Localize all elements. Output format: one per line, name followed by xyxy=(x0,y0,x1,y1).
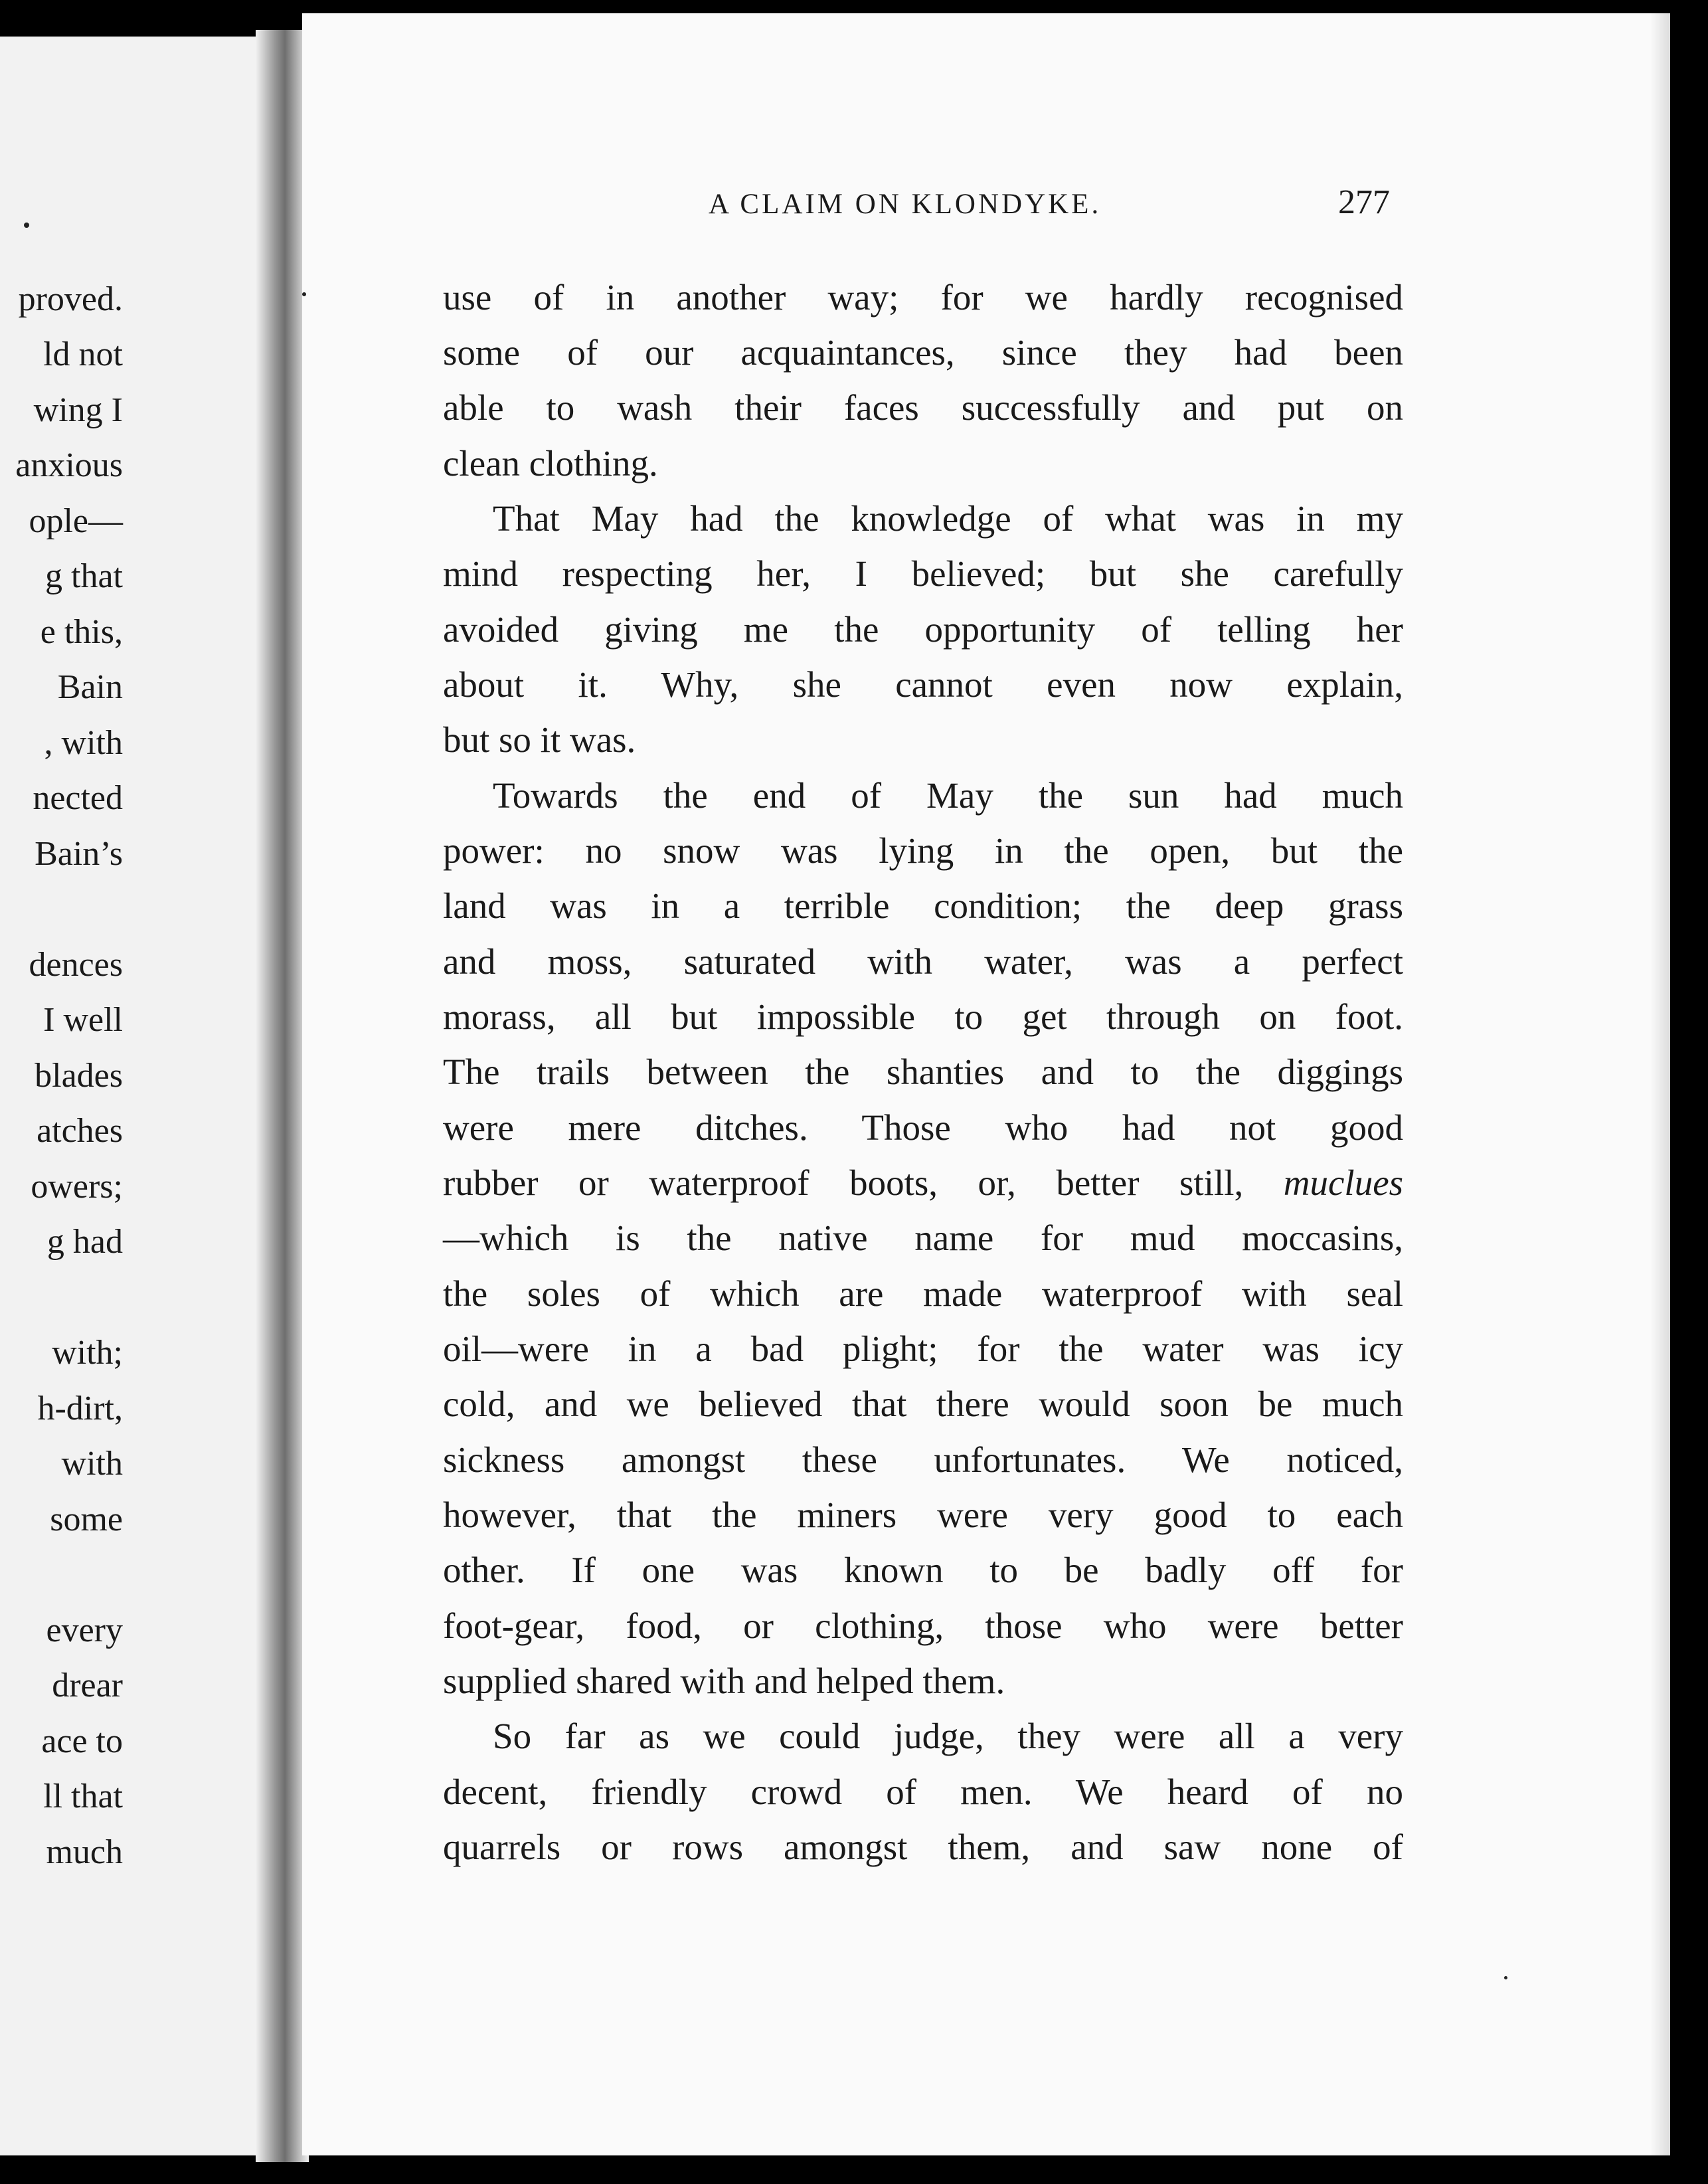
left-page-line: with xyxy=(61,1445,123,1483)
text-line: and moss, saturated with water, was a perfect xyxy=(443,941,1403,982)
text-line: other. If one was known to be badly off for xyxy=(443,1550,1403,1590)
text-line: sickness amongst these unfortunates. We noticed, xyxy=(443,1439,1403,1480)
left-page-line: blades xyxy=(35,1057,123,1095)
text-line: supplied shared with and helped them. xyxy=(443,1661,1005,1701)
page-edge-shadow xyxy=(1650,13,1670,2155)
left-page-line: with; xyxy=(52,1334,123,1372)
left-page-line: ace to xyxy=(41,1722,123,1760)
left-page-line: anxious xyxy=(15,446,123,484)
text-line: cold, and we believed that there would soon be much xyxy=(443,1384,1403,1424)
text-line xyxy=(443,1164,1403,1201)
page-header xyxy=(302,183,1670,223)
left-page-line: dences xyxy=(29,946,123,984)
left-page-line: proved. xyxy=(18,280,123,318)
text-line: foot-gear, food, or clothing, those who were better xyxy=(443,1605,1403,1646)
text-line: use of in another way; for we hardly recognised xyxy=(443,277,1403,318)
left-page-line: I well xyxy=(43,1001,123,1039)
book-gutter xyxy=(256,30,309,2162)
left-page-line: ld not xyxy=(43,335,123,373)
text-line: That May had the knowledge of what was in my xyxy=(493,498,1403,539)
text-line: the soles of which are made waterproof with seal xyxy=(443,1273,1403,1314)
text-line: land was in a terrible condition; the deep grass xyxy=(443,885,1403,926)
left-page-line: e this, xyxy=(40,613,123,651)
left-page-line: ll that xyxy=(43,1777,123,1815)
text-line: about it. Why, she cannot even now explain, xyxy=(443,664,1403,705)
left-page-line: drear xyxy=(52,1667,123,1704)
text-line: were mere ditches. Those who had not good xyxy=(443,1107,1403,1148)
text-line: So far as we could judge, they were all a very xyxy=(493,1716,1403,1756)
text-line-main: rubber or waterproof boots, or, better still, xyxy=(443,1162,1244,1203)
left-page-line: atches xyxy=(37,1112,123,1150)
text-line: Towards the end of May the sun had much xyxy=(493,775,1403,816)
italic-word: muclues xyxy=(1283,1162,1404,1203)
ink-speck xyxy=(302,292,306,296)
left-page-line: ople— xyxy=(29,502,123,540)
left-page-line: , with xyxy=(44,724,123,762)
text-line: some of our acquaintances, since they had been xyxy=(443,332,1403,373)
text-line: The trails between the shanties and to the diggings xyxy=(443,1051,1403,1092)
running-title: A CLAIM ON KLONDYKE. xyxy=(709,189,1102,220)
left-page-line: h-dirt, xyxy=(37,1390,123,1427)
left-page-line: Bain xyxy=(57,668,123,706)
text-line: avoided giving me the opportunity of telling her xyxy=(443,609,1403,650)
text-line: clean clothing. xyxy=(443,443,658,484)
text-line: morass, all but impossible to get through on foot. xyxy=(443,996,1403,1037)
text-line: power: no snow was lying in the open, but the xyxy=(443,830,1403,871)
text-line: quarrels or rows amongst them, and saw none of xyxy=(443,1827,1403,1867)
left-page-line: much xyxy=(46,1833,123,1871)
text-line: decent, friendly crowd of men. We heard of no xyxy=(443,1772,1403,1812)
text-line: oil—were in a bad plight; for the water was icy xyxy=(443,1328,1403,1369)
text-line: mind respecting her, I believed; but she carefully xyxy=(443,553,1403,594)
left-page-line: every xyxy=(46,1611,123,1649)
left-page-line: Bain’s xyxy=(35,835,123,873)
ink-speck xyxy=(24,223,29,228)
page-number: 277 xyxy=(1338,183,1390,221)
left-page-line: g had xyxy=(46,1223,123,1261)
left-page-line: some xyxy=(50,1501,123,1538)
text-line: but so it was. xyxy=(443,719,636,760)
text-line: however, that the miners were very good to each xyxy=(443,1495,1403,1535)
text-line: able to wash their faces successfully and put on xyxy=(443,387,1403,428)
left-page-line: g that xyxy=(45,557,123,595)
left-page-line: wing I xyxy=(33,391,123,429)
left-page-line: nected xyxy=(33,779,123,817)
ink-speck xyxy=(1504,1976,1507,1979)
text-line: —which is the native name for mud moccasins, xyxy=(443,1218,1403,1258)
right-page xyxy=(302,13,1670,2155)
left-page-line: owers; xyxy=(31,1168,123,1206)
left-page xyxy=(0,37,266,2155)
